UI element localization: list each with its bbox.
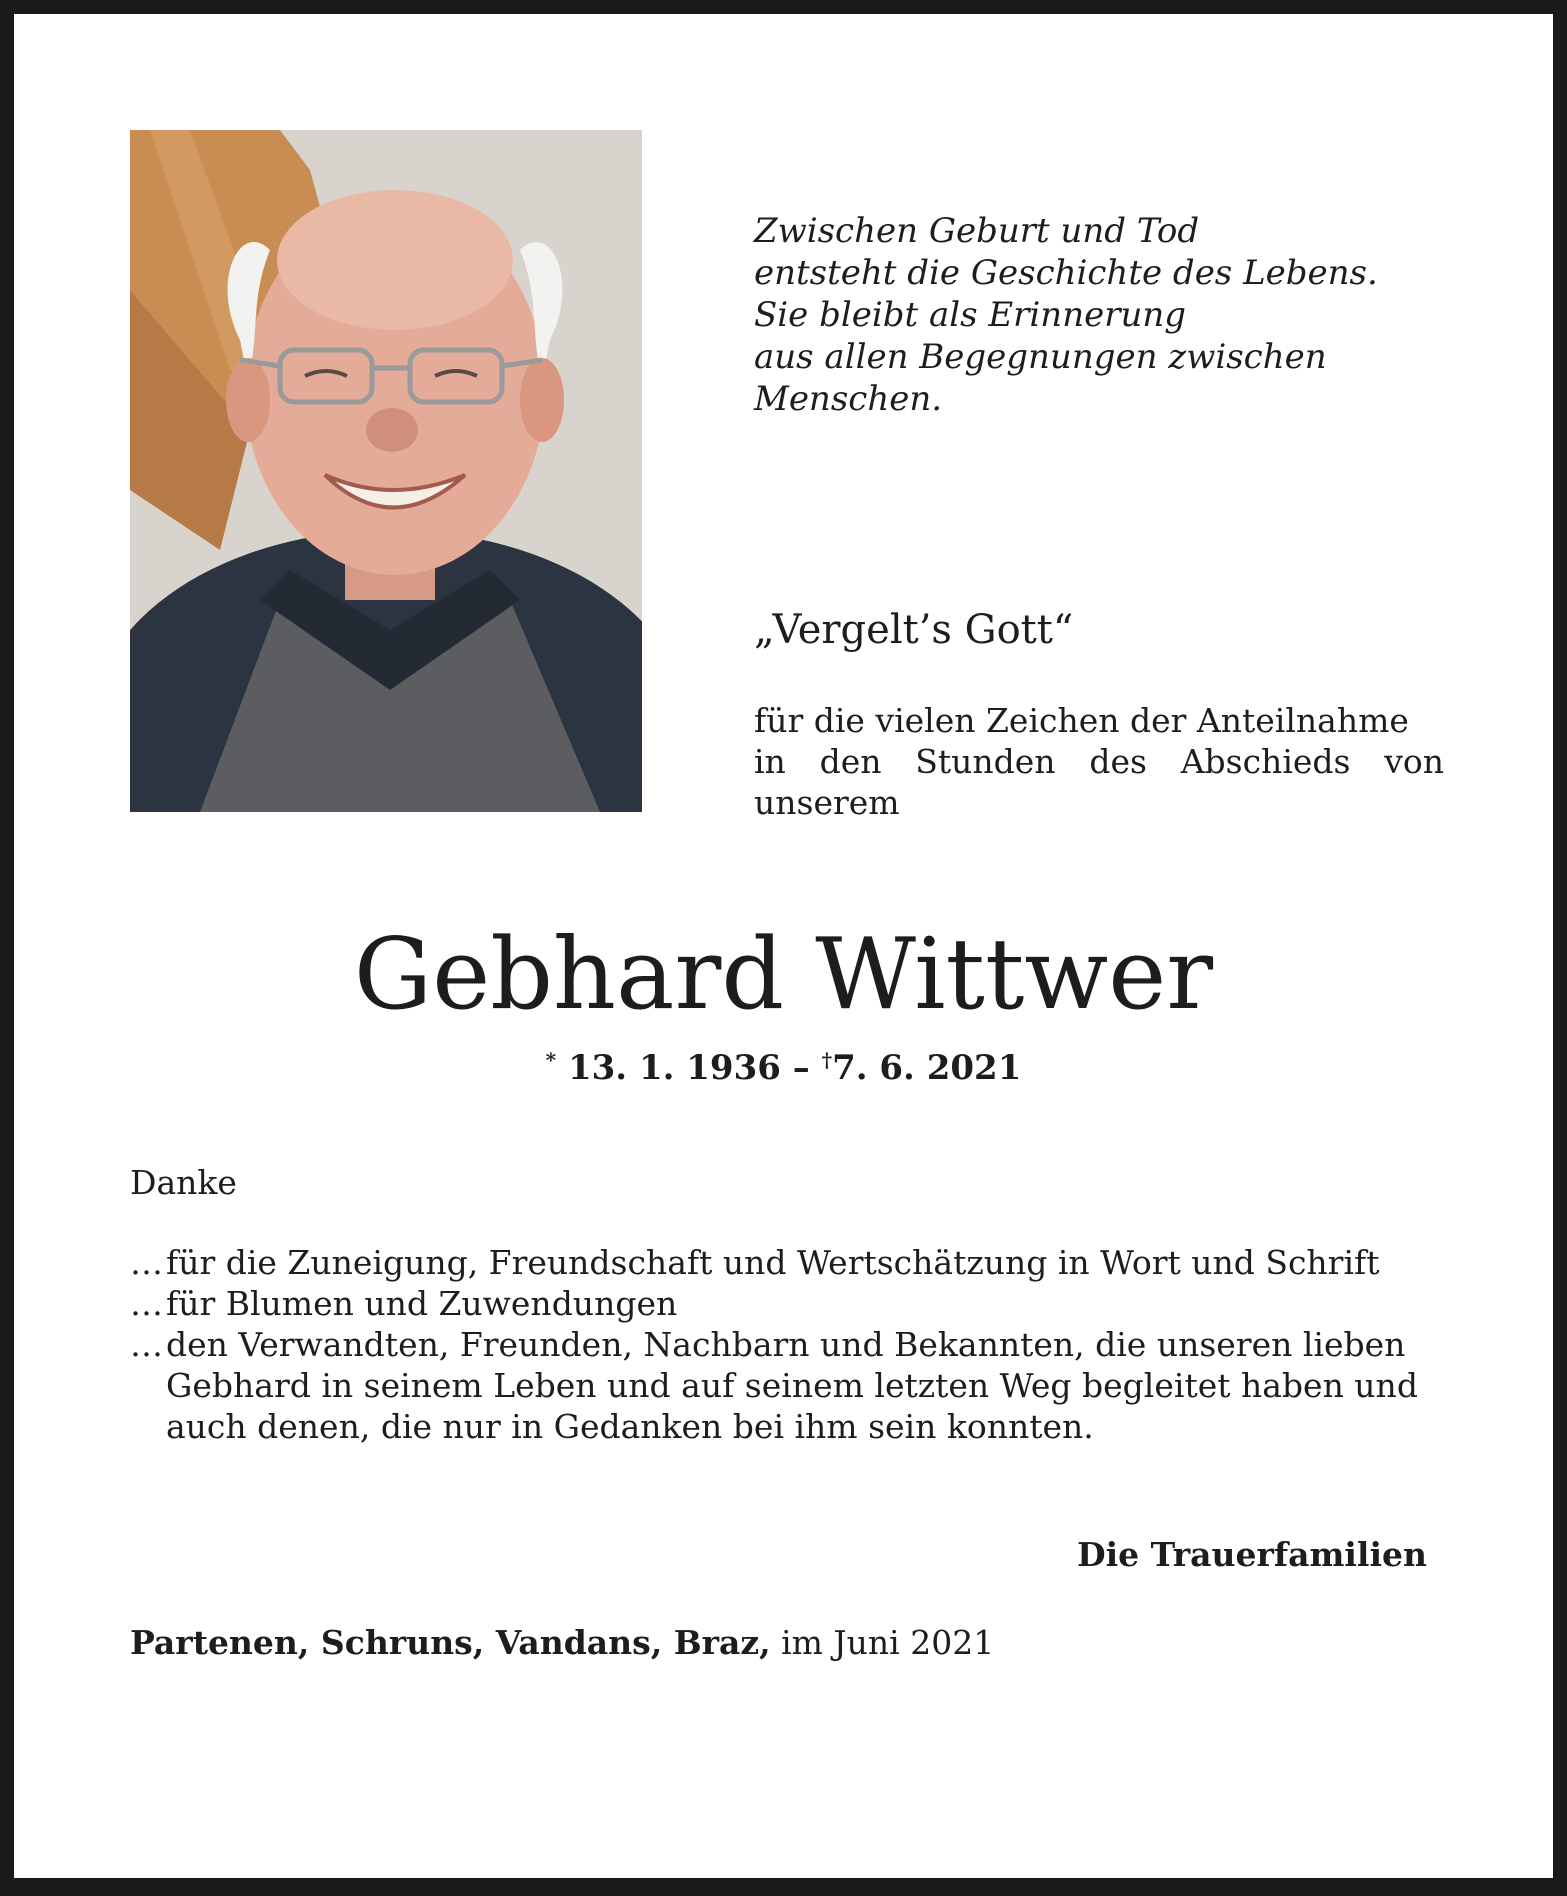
sympathy-word: von: [1384, 742, 1444, 781]
sympathy-word: in: [754, 742, 786, 781]
sympathy-line-justified: [754, 741, 1444, 782]
place-towns: Partenen, Schruns, Vandans, Braz,: [130, 1623, 771, 1662]
sympathy-text: [754, 700, 1444, 823]
thanks-item-text: [166, 1324, 1418, 1447]
date-separator: –: [792, 1048, 810, 1088]
sympathy-word: Stunden: [915, 742, 1056, 781]
death-date: 7. 6. 2021: [832, 1048, 1022, 1088]
thanks-heading: Danke: [130, 1163, 237, 1202]
ellipsis-prefix: …: [130, 1325, 163, 1364]
vergelts-gott-heading: „Vergelt’s Gott“: [754, 607, 1074, 653]
thanks-item-line: auch denen, die nur in Gedanken bei ihm sein konnten.: [166, 1407, 1094, 1446]
sympathy-line: unserem: [754, 783, 900, 822]
poem-line: Sie bleibt als Erinnerung: [754, 295, 1187, 335]
place-and-date: [130, 1622, 994, 1663]
thanks-item: [130, 1283, 1450, 1324]
signature: Die Trauerfamilien: [1076, 1535, 1427, 1574]
memorial-poem: [754, 210, 1378, 420]
thanks-item-text: für Blumen und Zuwendungen: [166, 1284, 678, 1323]
sympathy-line: für die vielen Zeichen der Anteilnahme: [754, 701, 1409, 740]
thanks-item: [130, 1324, 1450, 1447]
poem-line: aus allen Begegnungen zwischen: [754, 337, 1327, 377]
portrait-photo: [130, 130, 642, 812]
poem-line: Zwischen Geburt und Tod: [754, 211, 1200, 251]
obituary-notice: [14, 14, 1553, 1878]
sympathy-word: Abschieds: [1180, 742, 1351, 781]
poem-line: entsteht die Geschichte des Lebens.: [754, 253, 1378, 293]
death-symbol: †: [821, 1048, 833, 1072]
birth-date: 13. 1. 1936: [567, 1048, 781, 1088]
thanks-item-line: Gebhard in seinem Leben und auf seinem letzten Weg begleitet haben und: [166, 1366, 1418, 1405]
notice-date: im Juni 2021: [781, 1623, 995, 1662]
thanks-item-line: den Verwandten, Freunden, Nachbarn und Bekannten, die unseren lieben: [166, 1325, 1406, 1364]
portrait-illustration: [130, 130, 642, 812]
deceased-name: Gebhard Wittwer: [353, 918, 1214, 1032]
birth-symbol: *: [545, 1048, 557, 1072]
sympathy-word: des: [1089, 742, 1147, 781]
thanks-list: [130, 1242, 1450, 1447]
ellipsis-prefix: …: [130, 1284, 163, 1323]
thanks-item-text: für die Zuneigung, Freundschaft und Wertschätzung in Wort und Schrift: [166, 1243, 1380, 1282]
sympathy-word: den: [819, 742, 882, 781]
poem-line: Menschen.: [754, 379, 943, 419]
thanks-item: [130, 1242, 1450, 1283]
life-dates: [14, 1039, 1553, 1089]
ellipsis-prefix: …: [130, 1243, 163, 1282]
